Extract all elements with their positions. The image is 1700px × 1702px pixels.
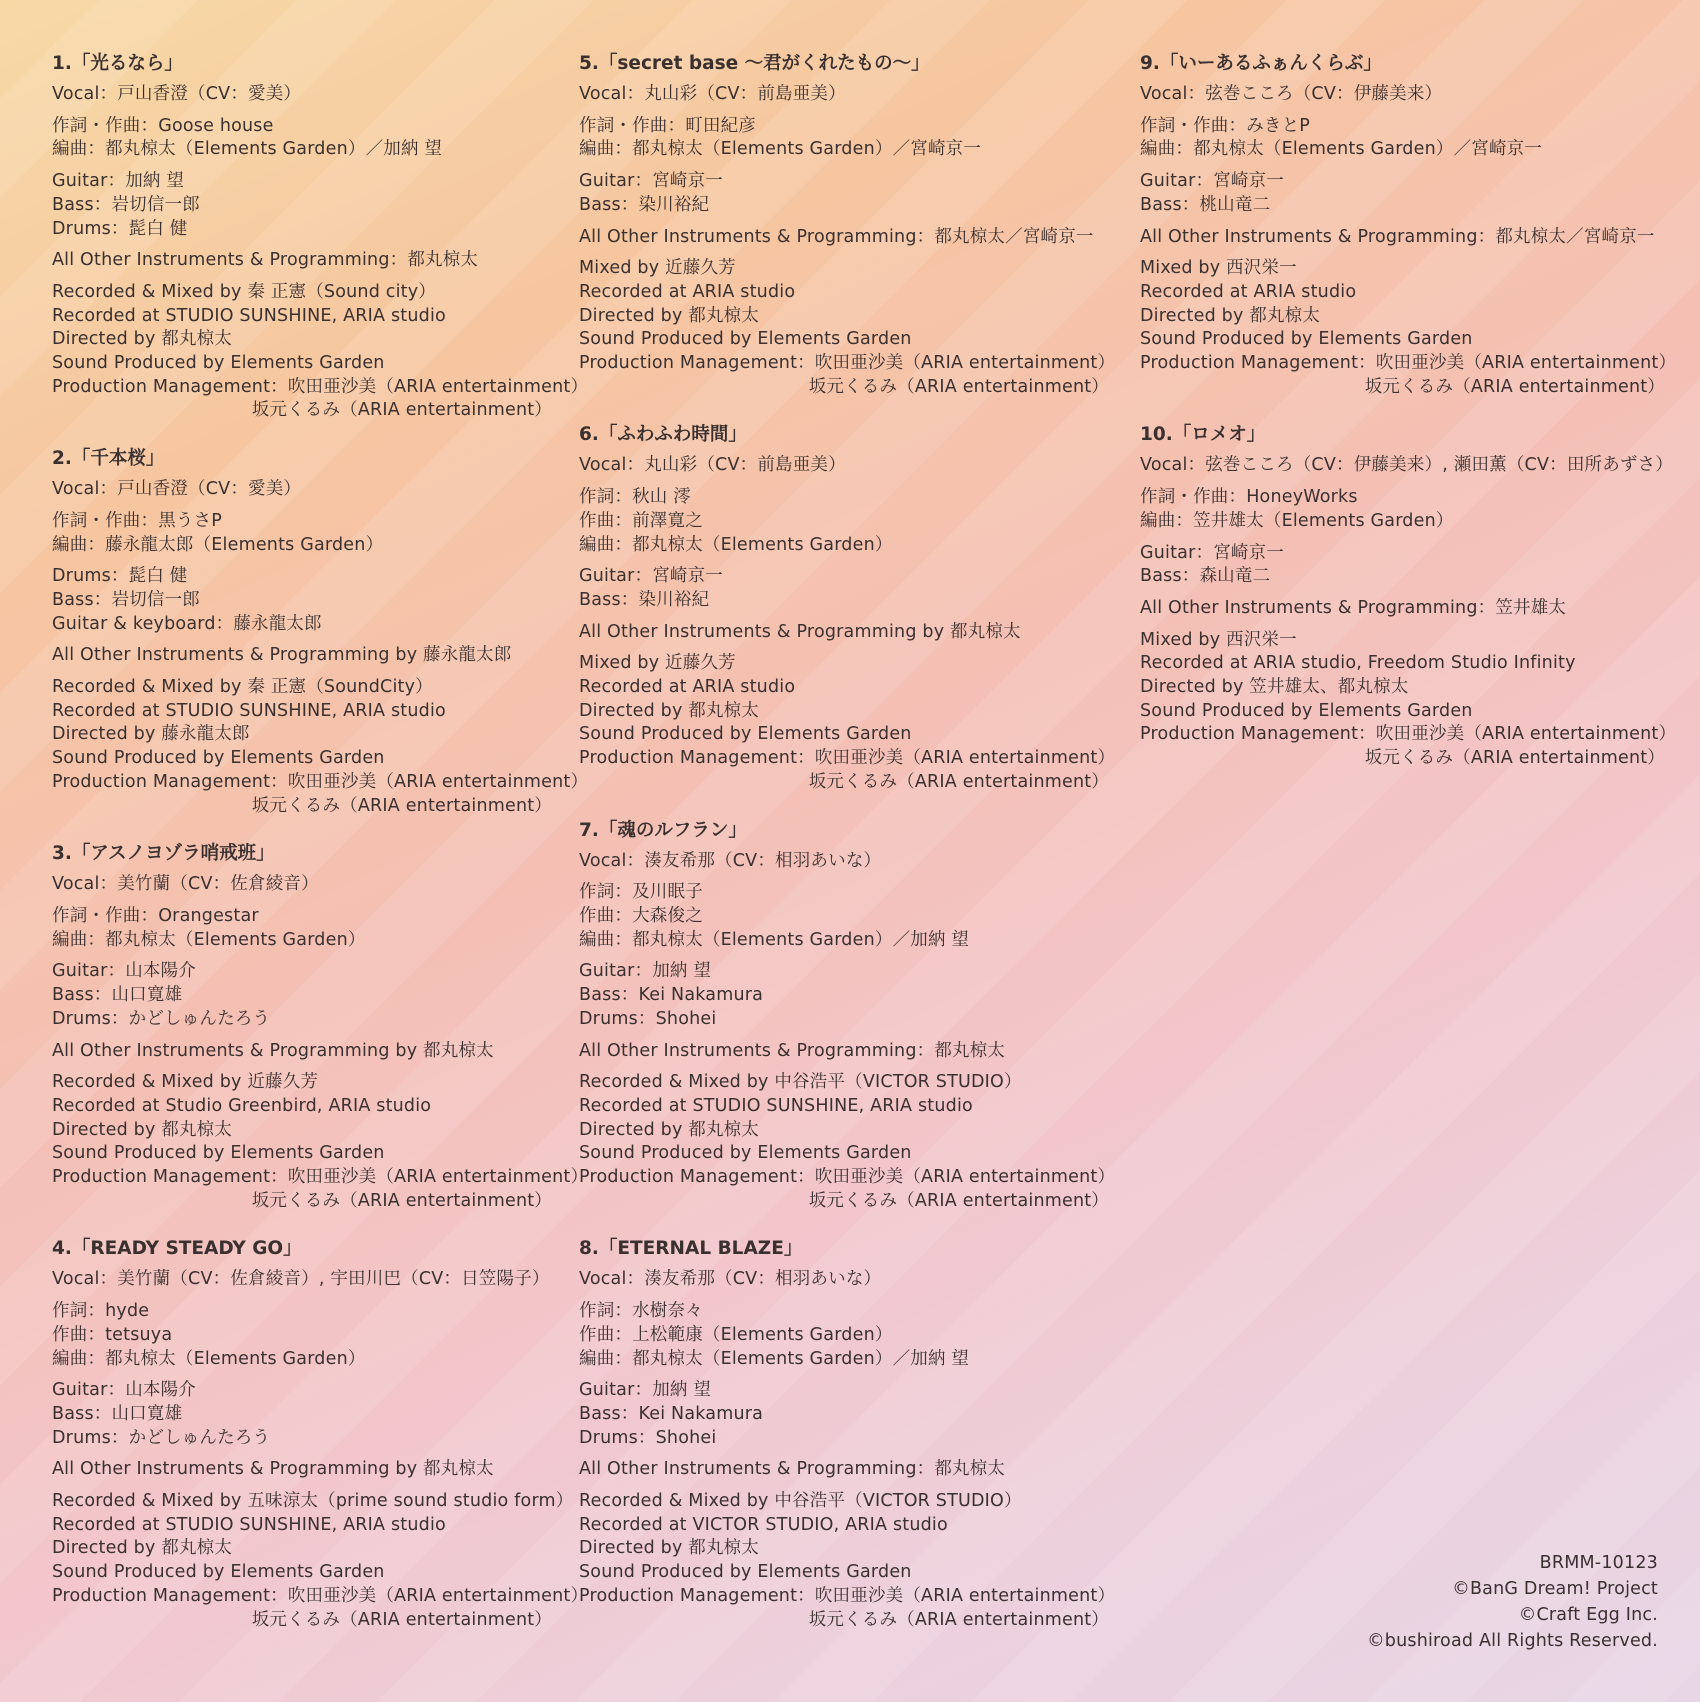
column-2 [579,52,1116,1656]
credit-line: Recorded at ARIA studio [1140,281,1357,302]
credit-line: 編曲：都丸椋太（Elements Garden）／加納 望 [579,929,970,950]
credit-line: All Other Instruments & Programming：笠井雄太 [1140,597,1567,618]
credit-group [1140,629,1677,771]
credit-group [579,850,1109,874]
credit-line: Guitar：加納 望 [52,171,185,192]
credit-line: Drums：かどしゅんたろう [52,1008,271,1029]
credit-line: Recorded at STUDIO SUNSHINE, ARIA studio [52,700,446,721]
credit-group [52,170,552,241]
credit-group [579,83,1109,107]
credit-group [1140,597,1665,621]
credit-line: Bass：Kei Nakamura [579,1403,764,1424]
credit-line: 編曲：都丸椋太（Elements Garden）／宮崎京一 [579,139,982,160]
credit-line: 作曲：上松範康（Elements Garden） [579,1324,893,1345]
credit-line: Sound Produced by Elements Garden [1140,700,1473,721]
credit-line: All Other Instruments & Programming by 都丸椋太 [579,621,1021,642]
credit-line: Bass：染川裕紀 [579,194,710,215]
credit-line: Vocal：戸山香澄（CV：愛美） [52,84,302,104]
credit-group [52,1458,552,1482]
credit-line: Production Management：吹田亜沙美（ARIA entertainment） [52,1167,589,1188]
credit-line: All Other Instruments & Programming：都丸椋太 [52,250,479,271]
catalog-number: BRMM-10123 [1539,1553,1658,1573]
credit-group [52,644,552,668]
credit-line: Recorded at ARIA studio [579,281,796,302]
credit-group [52,1300,552,1371]
credit-line: Production Management：吹田亜沙美（ARIA entertainment） [579,748,1116,769]
credit-line: 作詞・作曲：みきとP [1140,115,1311,136]
credit-line: Directed by 藤永龍太郎 [52,724,250,745]
credit-group [52,249,552,273]
credit-line: Bass：Kei Nakamura [579,985,764,1006]
track-credit-block [1140,52,1677,399]
credit-line: Recorded at ARIA studio [579,677,796,698]
credit-group [52,873,552,897]
credit-group [579,1300,1109,1371]
credit-group [579,881,1109,952]
credit-line: Directed by 都丸椋太 [579,305,760,326]
credit-group [579,1379,1109,1450]
credit-group [579,226,1109,250]
track-credit-block [579,819,1116,1214]
track-title: 10.「ロメオ」 [1140,424,1266,446]
credit-line: Drums：Shohei [579,1008,717,1029]
credit-line: Recorded & Mixed by 五味涼太（prime sound studio form） [52,1491,574,1512]
track-title: 5.「secret base 〜君がくれたもの〜」 [579,53,930,74]
credit-line-continuation: 坂元くるみ（ARIA entertainment） [251,795,552,816]
credit-line: 編曲：都丸椋太（Elements Garden） [52,1348,366,1369]
credit-line: 作詞：hyde [52,1301,150,1322]
credit-group [579,170,1109,217]
credit-group [579,1490,1116,1632]
credit-group [52,1040,552,1064]
column-1 [52,52,589,1656]
credit-line: Recorded at STUDIO SUNSHINE, ARIA studio [579,1095,973,1116]
credit-group [52,1379,552,1450]
credit-line: Guitar：宮崎京一 [579,566,723,587]
credit-line-continuation: 坂元くるみ（ARIA entertainment） [808,1609,1109,1630]
credit-group [1140,257,1677,399]
credit-line: All Other Instruments & Programming by 藤永龍太郎 [52,645,512,666]
credit-group [579,1458,1109,1482]
credit-line: Production Management：吹田亜沙美（ARIA entertainment） [52,771,589,792]
credit-line: Production Management：吹田亜沙美（ARIA entertainment） [1140,724,1677,745]
credit-group [1140,115,1665,162]
credit-line: Sound Produced by Elements Garden [52,748,385,769]
credit-line: 作詞：及川眠子 [579,882,703,903]
credit-group [579,1268,1109,1292]
copyright-line: ©BanG Dream! Project [1452,1579,1658,1599]
credit-line: 編曲：笠井雄太（Elements Garden） [1140,510,1454,531]
credit-line: Guitar：山本陽介 [52,961,196,982]
credit-line: 作曲：大森俊之 [579,905,703,926]
track-credit-block [52,842,589,1213]
credit-line: Mixed by 西沢栄一 [1140,629,1297,650]
credit-line: Vocal：湊友希那（CV：相羽あいな） [579,850,882,871]
credit-group [52,115,552,162]
credit-group [52,1268,552,1292]
credit-line: Sound Produced by Elements Garden [579,1562,912,1583]
credit-group [52,676,589,818]
credit-line: Recorded & Mixed by 秦 正憲（SoundCity） [52,677,433,698]
credit-line: Recorded at STUDIO SUNSHINE, ARIA studio [52,305,446,326]
credit-line: Vocal：丸山彩（CV：前島亜美） [579,84,846,104]
credit-group [579,486,1109,557]
track-title: 4.「READY STEADY GO」 [52,1238,302,1260]
credit-line: Recorded at VICTOR STUDIO, ARIA studio [579,1514,948,1535]
track-title: 9.「いーあるふぁんくらぶ」 [1140,53,1382,74]
credit-line: Production Management：吹田亜沙美（ARIA entertainment） [52,1585,589,1606]
credit-line: Vocal：弦巻こころ（CV：伊藤美来） [1140,84,1443,104]
credit-line: All Other Instruments & Programming by 都丸椋太 [52,1040,494,1061]
credit-line: 編曲：都丸椋太（Elements Garden） [579,534,893,555]
credit-group [579,115,1109,162]
credit-line: All Other Instruments & Programming：都丸椋太／宮崎京一 [1140,226,1655,247]
credit-line: Recorded & Mixed by 中谷浩平（VICTOR STUDIO） [579,1072,1022,1093]
credit-line: Directed by 都丸椋太 [52,1119,233,1140]
credit-line: All Other Instruments & Programming：都丸椋太 [579,1040,1006,1061]
track-credit-block [52,52,589,423]
footer [1367,1550,1658,1654]
credit-group [1140,83,1665,107]
credit-line: 編曲：都丸椋太（Elements Garden）／加納 望 [52,139,443,160]
credit-group [579,960,1109,1031]
credit-line-continuation: 坂元くるみ（ARIA entertainment） [251,400,552,421]
credit-line: 編曲：都丸椋太（Elements Garden）／加納 望 [579,1348,970,1369]
credit-group [579,257,1116,399]
credit-line: Production Management：吹田亜沙美（ARIA entertainment） [1140,353,1677,374]
credit-line: 編曲：藤永龍太郎（Elements Garden） [52,534,384,555]
credit-group [1140,486,1665,533]
credit-line: 作詞・作曲：町田紀彦 [579,115,756,136]
credit-group [1140,454,1674,478]
credit-line: 作詞・作曲：Orangestar [52,905,259,926]
credit-line: Sound Produced by Elements Garden [579,1143,912,1164]
credit-line: Guitar：宮崎京一 [1140,171,1284,192]
credit-line: 作曲：tetsuya [52,1324,173,1345]
track-title: 1.「光るなら」 [52,53,183,74]
credit-line: Guitar：宮崎京一 [1140,542,1284,563]
credit-line: 作詞・作曲：黒うさP [52,510,223,531]
credit-line: Recorded & Mixed by 中谷浩平（VICTOR STUDIO） [579,1491,1022,1512]
credit-line-continuation: 坂元くるみ（ARIA entertainment） [251,1609,552,1630]
credit-line: Vocal：戸山香澄（CV：愛美） [52,479,302,500]
credit-line: Bass：桃山竜二 [1140,194,1271,215]
credit-group [579,1071,1116,1213]
credit-line: Production Management：吹田亜沙美（ARIA entertainment） [579,1167,1116,1188]
credit-line-continuation: 坂元くるみ（ARIA entertainment） [1364,748,1665,769]
credit-line: Mixed by 近藤久芳 [579,653,736,674]
credit-group [579,1040,1109,1064]
credit-line: Bass：山口寛雄 [52,985,183,1006]
track-title: 3.「アスノヨゾラ哨戒班」 [52,843,275,865]
credit-group [52,905,552,952]
credit-line: Vocal：美竹蘭（CV：佐倉綾音） [52,874,319,895]
track-credit-block [579,423,1116,794]
credit-line: Mixed by 近藤久芳 [579,258,736,279]
credit-line: Directed by 都丸椋太 [1140,305,1321,326]
credit-group [1140,226,1665,250]
credit-line: Sound Produced by Elements Garden [1140,329,1473,350]
credit-group [52,478,552,502]
credit-group [52,1071,589,1213]
credit-line: Vocal：美竹蘭（CV：佐倉綾音）, 宇田川巴（CV：日笠陽子） [52,1269,550,1290]
credit-group [52,960,552,1031]
credit-line: 作曲：前澤寛之 [579,510,703,531]
credit-line: Bass：森山竜二 [1140,566,1271,587]
credit-line: Recorded & Mixed by 秦 正憲（Sound city） [52,281,436,302]
credit-group [1140,170,1665,217]
credit-line: Vocal：湊友希那（CV：相羽あいな） [579,1269,882,1290]
copyright-line: ©Craft Egg Inc. [1518,1605,1658,1625]
credit-line: Guitar & keyboard：藤永龍太郎 [52,613,322,634]
track-title: 2.「千本桜」 [52,448,165,470]
credit-line: All Other Instruments & Programming：都丸椋太／宮崎京一 [579,226,1094,247]
track-title: 6.「ふわふわ時間」 [579,424,747,446]
credit-line: 編曲：都丸椋太（Elements Garden） [52,929,366,950]
credit-line: Recorded at Studio Greenbird, ARIA studio [52,1095,432,1116]
credit-group [1140,542,1665,589]
credit-line: Drums：髭白 健 [52,566,188,587]
credit-line: Sound Produced by Elements Garden [52,1562,385,1583]
credit-line: 作詞：水樹奈々 [579,1301,703,1322]
credit-line: Bass：山口寛雄 [52,1403,183,1424]
credit-line: Recorded & Mixed by 近藤久芳 [52,1072,319,1093]
credit-line: Directed by 都丸椋太 [579,700,760,721]
credit-group [52,281,589,423]
credit-line: Recorded at STUDIO SUNSHINE, ARIA studio [52,1514,446,1535]
credit-line-continuation: 坂元くるみ（ARIA entertainment） [251,1190,552,1211]
credit-line: Sound Produced by Elements Garden [52,353,385,374]
credit-line: Recorded at ARIA studio, Freedom Studio Infinity [1140,653,1576,674]
credit-line: 作詞：秋山 澪 [579,487,691,508]
credit-line: Drums：髭白 健 [52,218,188,239]
credit-line: Drums：Shohei [579,1427,717,1448]
credit-line: Drums：かどしゅんたろう [52,1427,271,1448]
credit-line: Guitar：加納 望 [579,961,712,982]
credit-group [52,83,552,107]
column-3 [1140,52,1677,795]
credit-group [52,1490,589,1632]
credit-line: All Other Instruments & Programming：都丸椋太 [579,1459,1006,1480]
track-credit-block [579,1237,1116,1632]
credit-line: Directed by 都丸椋太 [52,1538,233,1559]
track-credit-block [52,1237,589,1632]
credit-line: Directed by 笠井雄太、都丸椋太 [1140,677,1409,698]
credit-line: Directed by 都丸椋太 [579,1538,760,1559]
credit-line: All Other Instruments & Programming by 都丸椋太 [52,1459,494,1480]
credit-line: Guitar：宮崎京一 [579,171,723,192]
track-credit-block [579,52,1116,399]
credit-line: Guitar：加納 望 [579,1380,712,1401]
credit-group [52,565,552,636]
credit-line: 編曲：都丸椋太（Elements Garden）／宮崎京一 [1140,139,1543,160]
credit-group [579,454,1109,478]
credit-line: Mixed by 西沢栄一 [1140,258,1297,279]
credit-line: Guitar：山本陽介 [52,1380,196,1401]
credit-line: Production Management：吹田亜沙美（ARIA entertainment） [579,1585,1116,1606]
track-title: 7.「魂のルフラン」 [579,819,747,841]
credit-line-continuation: 坂元くるみ（ARIA entertainment） [1364,376,1665,397]
credit-line: Sound Produced by Elements Garden [52,1143,385,1164]
credit-line: Directed by 都丸椋太 [52,329,233,350]
credit-line: Vocal：弦巻こころ（CV：伊藤美来）, 瀬田薫（CV：田所あずさ） [1140,455,1674,476]
credit-line-continuation: 坂元くるみ（ARIA entertainment） [808,1190,1109,1211]
track-credit-block [1140,423,1677,770]
copyright-line: ©bushiroad All Rights Reserved. [1367,1631,1658,1651]
credit-line: 作詞・作曲：Goose house [52,115,274,136]
credit-line: Sound Produced by Elements Garden [579,329,912,350]
credit-line: Directed by 都丸椋太 [579,1119,760,1140]
credit-line-continuation: 坂元くるみ（ARIA entertainment） [808,376,1109,397]
credit-group [52,510,552,557]
track-title: 8.「ETERNAL BLAZE」 [579,1238,803,1260]
credit-group [579,621,1109,645]
credit-line: Sound Produced by Elements Garden [579,724,912,745]
track-credit-block [52,447,589,818]
credit-group [579,652,1116,794]
credit-line: Production Management：吹田亜沙美（ARIA entertainment） [52,376,589,397]
credit-line: 作詞・作曲：HoneyWorks [1140,487,1358,508]
credit-line: Vocal：丸山彩（CV：前島亜美） [579,455,846,476]
credit-line: Bass：岩切信一郎 [52,194,200,215]
credit-line-continuation: 坂元くるみ（ARIA entertainment） [808,771,1109,792]
credit-line: Bass：染川裕紀 [579,589,710,610]
credit-line: Production Management：吹田亜沙美（ARIA entertainment） [579,353,1116,374]
credit-line: Bass：岩切信一郎 [52,589,200,610]
credit-group [579,565,1109,612]
